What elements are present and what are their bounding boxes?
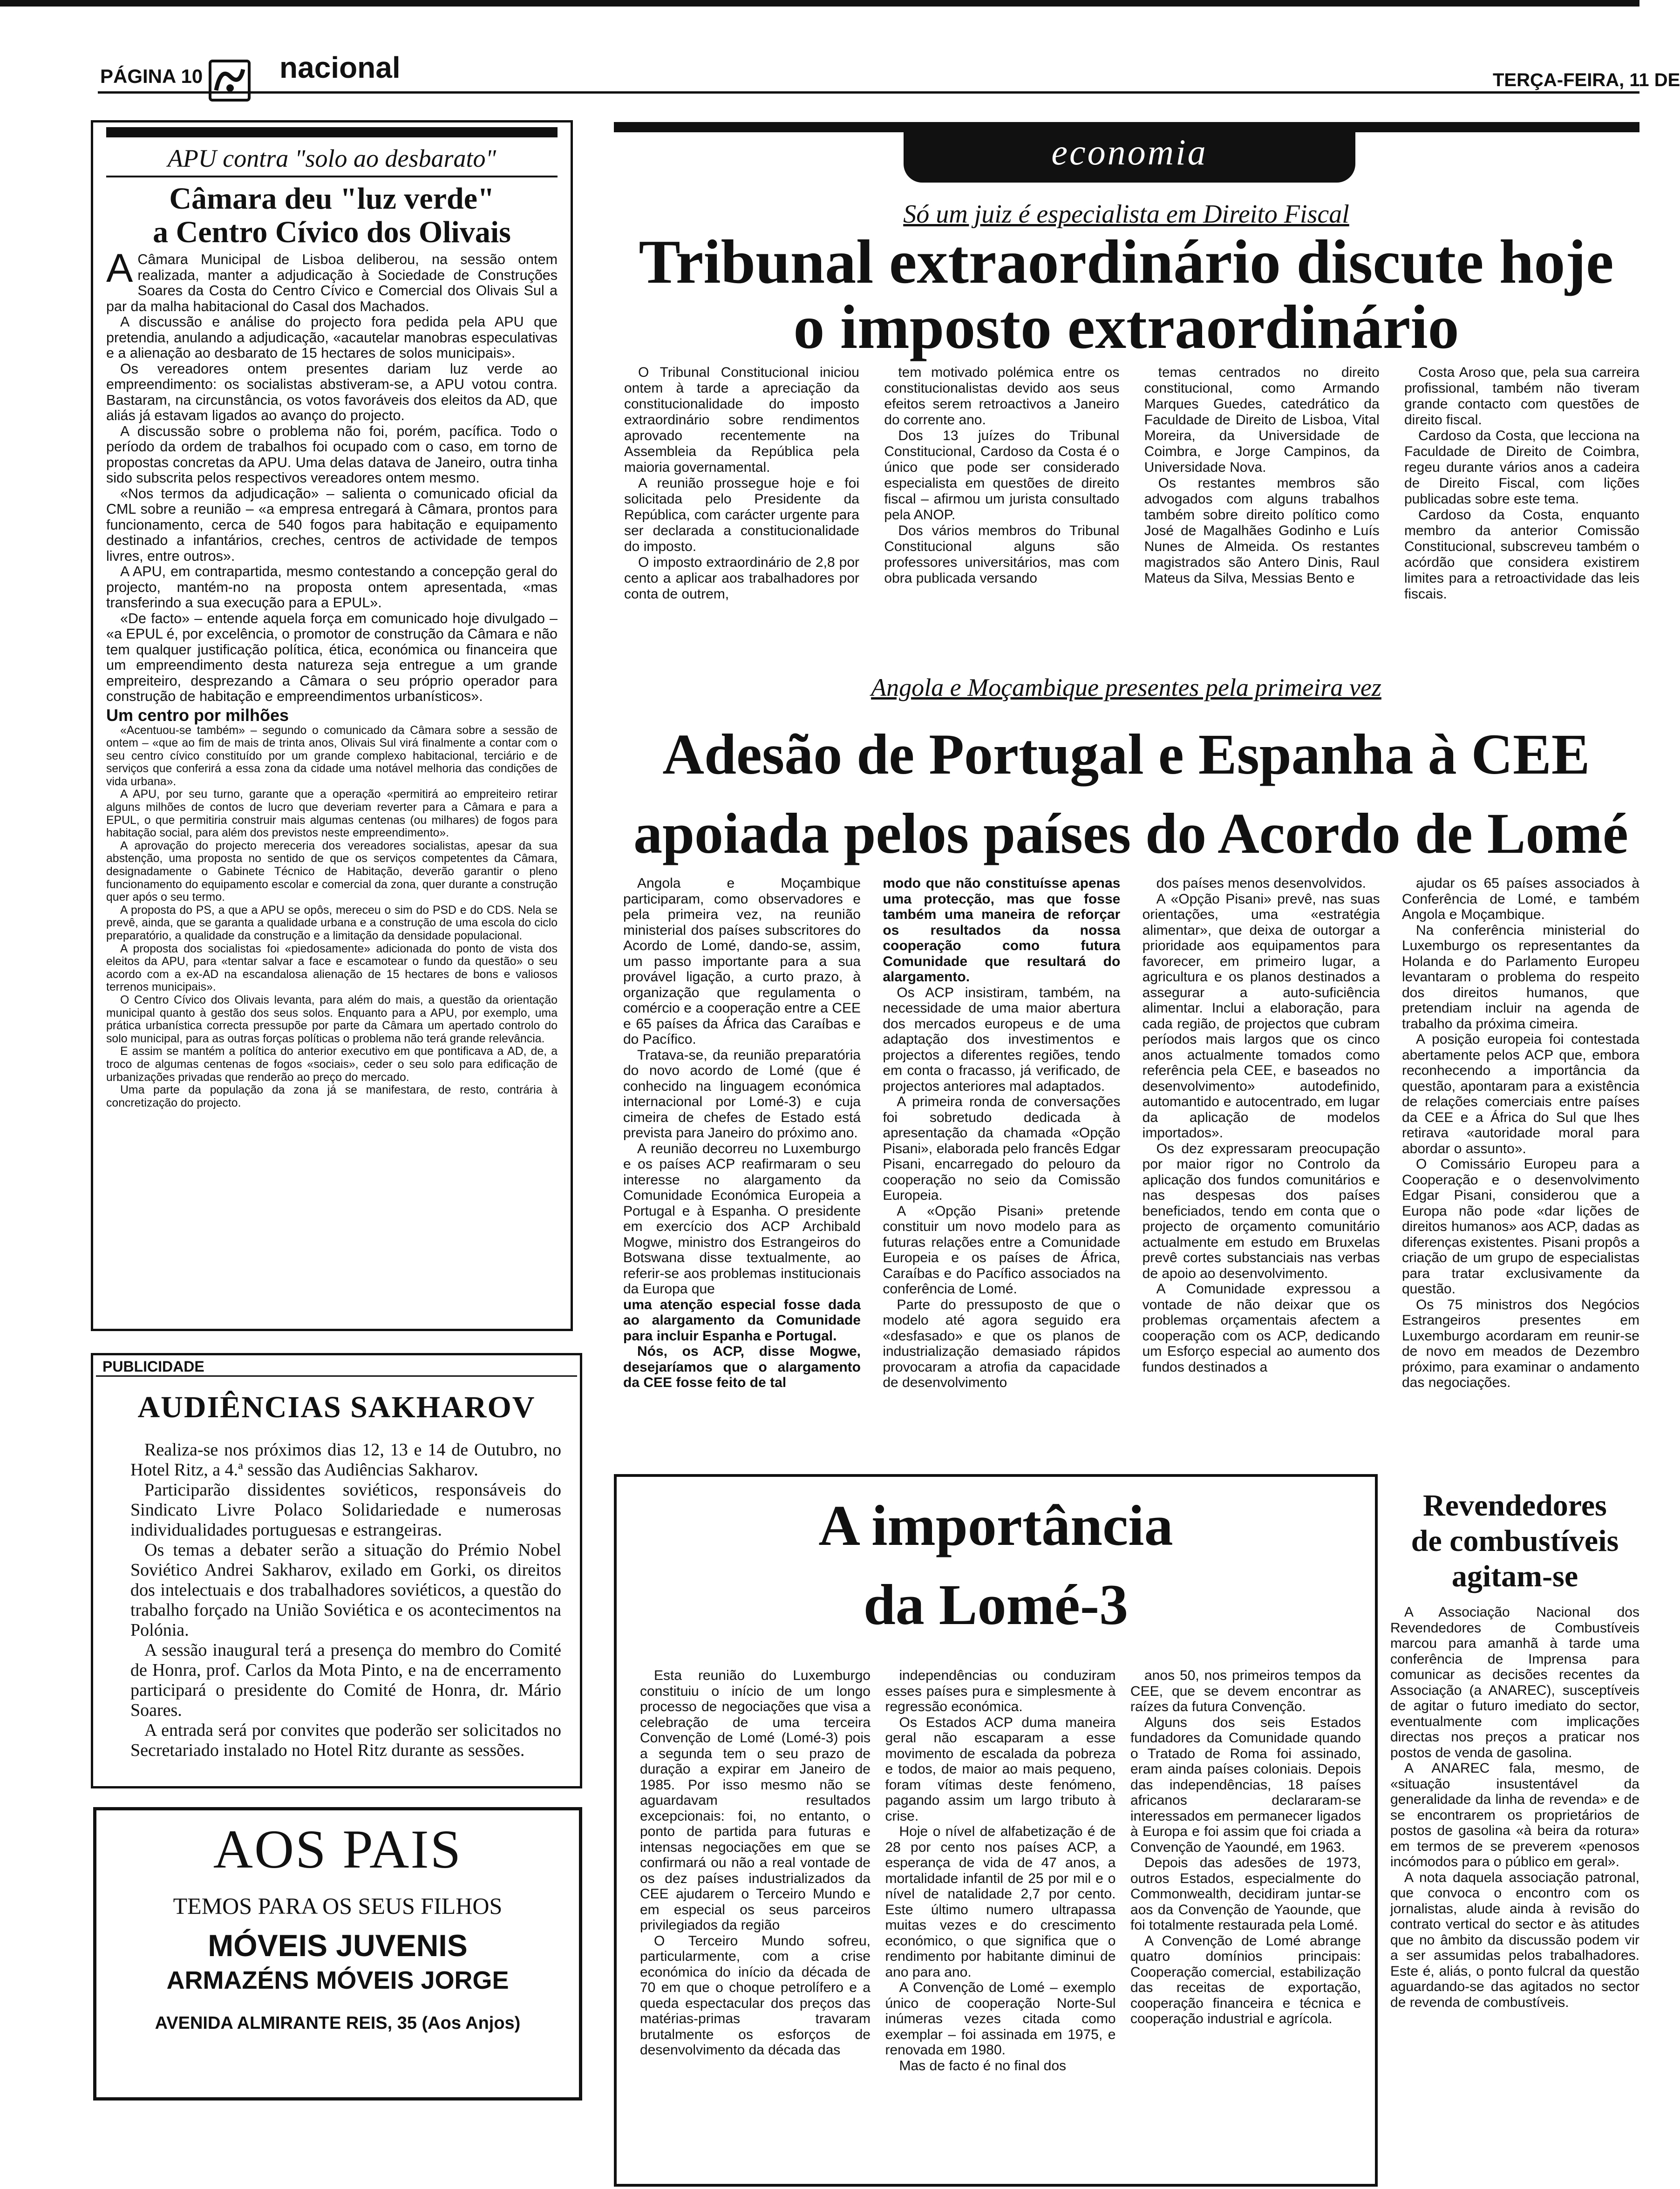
economia-paragraph: Os restantes membros são advogados com alguns trabalhos também sobre direito político como José de Magalhães Godinho e Luís Nunes de Almeida. Os restantes magistrados são Antero Dinis, Raul Mateus da Silva, Messias Bento e (1144, 476, 1380, 586)
revendedores-title-1: Revendedores (1423, 1489, 1607, 1523)
economia-paragraph: O imposto extraordinário de 2,8 por cento a aplicar aos trabalhadores por conta de outrem, (624, 555, 859, 602)
cee-col-2 (883, 876, 1120, 1462)
lome-paragraph: A Convenção de Lomé – exemplo único de cooperação Norte-Sul inúmeras vezes citada como exemplar – foi assinada em 1975, e renovada em 1980. (885, 1980, 1116, 2058)
sakharov-paragraph: Realiza-se nos próximos dias 12, 13 e 14 de Outubro, no Hotel Ritz, a 4.ª sessão das Audiências Sakharov. (130, 1440, 561, 1480)
pais-ad (93, 1807, 582, 2101)
apu-small-paragraph: A APU, por seu turno, garante que a operação «permitirá ao empreiteiro retirar alguns milhões de contos de lucro que deveriam reverter para a Câmara e para a EPUL, o que permitiria construir mais algumas centenas (ou milhares) de fogos para habitação social, para além dos previstos neste empreendimento». (106, 788, 558, 840)
cee-col-1 (623, 876, 861, 1462)
masthead-logo (209, 60, 251, 102)
apu-lead-para (106, 246, 558, 314)
cee-paragraph: Os dez expressaram preocupação por maior rigor no Controlo da aplicação dos fundos comunitários e nas despesas dos países beneficiados, tendo em conta que o projecto de orçamento comunitário actualmente em estudo em Bruxelas prevê cortes substanciais nas verbas de apoio ao desenvolvimento. (1142, 1141, 1380, 1281)
cee-paragraph: A posição europeia foi contestada abertamente pelos ACP que, embora reconhecendo a importância da questão, apontaram para a existência de relações comerciais entre países da CEE e a África do Sul que lhes retirava «autoridade moral para abordar o assunto». (1401, 1032, 1639, 1156)
sakharov-tag-rule (96, 1375, 577, 1377)
sakharov-body (130, 1440, 561, 1761)
apu-paragraph: A discussão e análise do projecto fora pedida pela APU que pretendia, anulando a adjudicação, «acautelar manobras especulativas e a alienação ao desbarato de 15 hectares de solos municipais». (106, 314, 558, 361)
apu-top-bar (106, 127, 558, 137)
pais-title: AOS PAIS (213, 1819, 463, 1880)
sakharov-paragraph: A entrada será por convites que poderão ser solicitados no Secretariado instalado no Hotel Ritz durante as sessões. (130, 1720, 561, 1760)
economia-paragraph: O Tribunal Constitucional iniciou ontem à tarde a apreciação da constitucionalidade do imposto extraordinário sobre rendimentos aprovado recentemente na Assembleia da República pela maioria governamental. (624, 365, 859, 475)
lome-col-2 (885, 1668, 1116, 2134)
economia-label: economia (1051, 132, 1208, 172)
lome-paragraph: Depois das adesões de 1973, outros Estados, especialmente do Commonwealth, decidiram juntar-se aos da Convenção de Yaounde, que foi totalmente restaurada pela Lomé. (1130, 1855, 1361, 1933)
cee-paragraph: Parte do pressuposto de que o modelo até agora seguido era «desfasado» e que os planos de industrialização demasiado rápidos provocaram a atrofia da capacidade de desenvolvimento (883, 1297, 1121, 1390)
apu-subhead: Um centro por milhões (106, 705, 289, 725)
lome-title-2: da Lomé-3 (863, 1573, 1129, 1637)
page-date: TERÇA-FEIRA, 11 DE (1493, 70, 1680, 90)
economia-paragraph: Dos 13 juízes do Tribunal Constitucional, Cardoso da Costa é o único que pode ser considerado especialista em questões de direito fiscal – afirmou um jurista consultado pela ANOP. (884, 428, 1120, 523)
economia-col-4 (1404, 365, 1639, 635)
economia-title-2: o imposto extraordinário (793, 292, 1459, 361)
economia-paragraph: tem motivado polémica entre os constitucionalistas devido aos seus efeitos serem retroactivos a Janeiro do corrente ano. (884, 365, 1120, 428)
cee-col2-bold: modo que não constituísse apenas uma protecção, mas que fosse também uma maneira de reforçar os resultados da nossa cooperação como futura Comunidade que resultará do alargamento. (883, 876, 1121, 985)
pais-line4: AVENIDA ALMIRANTE REIS, 35 (Aos Anjos) (155, 2013, 521, 2033)
cee-col1-bold1: uma atenção especial fosse dada ao alargamento da Comunidade para incluir Espanha e Portugal. (623, 1297, 861, 1344)
lome-paragraph: Alguns dos seis Estados fundadores da Comunidade quando o Tratado de Roma foi assinado, eram ainda países coloniais. Depois das independências, 18 países africanos declararam-se interessados em permanecer ligados à Europa e foi assim que foi criada a Convenção de Yaoundé, em 1963. (1130, 1714, 1361, 1855)
sakharov-paragraph: A sessão inaugural terá a presença do membro do Comité de Honra, prof. Carlos da Mota Pinto, e na de encerramento participará o presidente do Comité de Honra, dr. Mário Soares. (130, 1640, 561, 1720)
apu-small-paras (106, 724, 558, 1110)
revendedores-paragraph: A ANAREC fala, mesmo, de «situação insustentável da generalidade da linha de revenda» e de se encontrarem os proprietários de postos de gasolina «à beira da rotura» em termos de se preverem «penosos incómodos para o público em geral». (1390, 1761, 1639, 1869)
cee-col1-bold2: Nós, os ACP, disse Mogwe, desejaríamos que o alargamento da CEE fosse feito de tal (623, 1344, 861, 1390)
lome-paragraph: A Convenção de Lomé abrange quatro domínios principais: Cooperação comercial, estabilização das receitas de exportação, cooperação financeira e técnica e cooperação industrial e agrícola. (1130, 1933, 1361, 2026)
cee-paragraph: A «Opção Pisani» pretende constituir um novo modelo para as futuras relações entre a Comunidade Europeia e os países de África, Caraíbas e do Pacífico associados na conferência de Lomé. (883, 1203, 1121, 1297)
economia-col-2 (884, 365, 1119, 635)
apu-dropcap: A (106, 246, 133, 291)
apu-paragraph: Os vereadores ontem presentes dariam luz verde ao empreendimento: os socialistas abstiveram-se, a APU votou contra. Bastaram, na circunstância, os votos favoráveis dos eleitos da AD, que aliás já estavam ligados ao avanço do projecto. (106, 360, 558, 423)
economia-col-1 (624, 365, 859, 635)
sakharov-ad (91, 1353, 582, 1788)
apu-small-paragraph: E assim se mantém a política do anterior executivo em que pontificava a AD, de, a troco de algumas centenas de fogos «sociais», ceder o seu solo para edificação de urbanizações privadas que renderão ao preço do mercado. (106, 1045, 558, 1084)
cee-paragraph: O Comissário Europeu para a Cooperação e o desenvolvimento Edgar Pisani, considerou que a Europa não pode «dar lições de direitos humanos» aos ACP, dadas as diferenças existentes. Pisani propôs a criação de um grupo de especialistas para tratar exclusivamente da questão. (1401, 1156, 1639, 1297)
cee-paragraph: Angola e Moçambique participaram, como observadores e pela primeira vez, na reunião ministerial dos países subscritores do Acordo de Lomé, dando-se, assim, um passo importante para a sua provável ligação, a curto prazo, à organização que regulamenta o comércio e a cooperação entre a CEE e 65 países da África das Caraíbas e do Pacífico. (623, 876, 861, 1047)
revendedores-body (1390, 1604, 1639, 2010)
revendedores-article (1390, 1488, 1639, 2189)
pais-line1: TEMOS PARA OS SEUS FILHOS (173, 1893, 503, 1919)
apu-small-paragraph: A aprovação do projecto mereceria dos vereadores socialistas, apesar da sua abstenção, uma proposta no sentido de que os serviços competentes da Câmara, designadamente o Gabinete Técnico de Habitação, deverão garantir o pleno funcionamento do equipamento escolar e comercial da zona, quer durante a construção quer após o seu termo. (106, 839, 558, 904)
apu-lead: Câmara Municipal de Lisboa deliberou, na sessão ontem realizada, manter a adjudicação à Sociedade de Construções Soares da Costa do Centro Cívico e Comercial dos Olivais Sul a par da malha habitacional do Casal dos Machados. (106, 252, 558, 314)
cee-paragraph: A reunião decorreu no Luxemburgo e os países ACP reafirmaram o seu interesse no alargamento da Comunidade Económica Europeia a Portugal e à Espanha. O presidente em exercício dos ACP Archibald Mogwe, ministro dos Estrangeiros do Botswana disse textualmente, ao referir-se aos problemas institucionais da Europa que (623, 1141, 861, 1297)
economia-body (624, 365, 1639, 635)
section-label: nacional (279, 51, 401, 84)
sakharov-paragraph: Participarão dissidentes soviéticos, responsáveis do Sindicato Livre Polaco Solidariedade e numerosas individualidades portuguesas e estrangeiras. (130, 1480, 561, 1540)
apu-small-paragraph: A proposta dos socialistas foi «piedosamente» adicionada do ponto de vista dos eleitos da APU, para «tentar salvar a face e escamotear o fundo da questão» o seu acordo com a ex-AD na escandalosa alienação de 15 hectares de bons e valiosos terrenos municipais». (106, 942, 558, 994)
lome-paragraph: anos 50, nos primeiros tempos da CEE, que se devem encontrar as raízes da futura Convenção. (1130, 1668, 1361, 1714)
apu-paragraph: «De facto» – entende aquela força em comunicado hoje divulgado – «a EPUL é, por excelência, o promotor de construção da Câmara e não tem qualquer justificação política, ética, económica ou financeira que um empreendimento desta natureza seja entregue a um grande empreiteiro, desprezando a Câmara o seu próprio operador para construção de habitação e empreendimentos urbanísticos». (106, 610, 558, 704)
revendedores-title-2: de combustíveis (1411, 1524, 1619, 1558)
cee-paragraph: Os 75 ministros dos Negócios Estrangeiros presentes em Luxemburgo acordaram em reunir-se de novo em meados de Dezembro próximo, para examinar o andamento das negociações. (1401, 1297, 1639, 1390)
cee-body (623, 876, 1639, 1462)
cee-paragraph: A «Opção Pisani» prevê, nas suas orientações, uma «estratégia alimentar», que deixa de outorgar a prioridade aos equipamentos para favorecer, em primeiro lugar, a agricultura e os planos destinados a assegurar a auto-suficiência alimentar. Inclui a elaboração, para cada região, de projectos que cubram períodos mais largos que os cinco anos actualmente tomados como referência pela CEE, e baseados no desenvolvimento» autodefinido, automantido e autocentrado, em lugar da aplicação de modelos importados». (1142, 891, 1380, 1141)
top-rule (0, 0, 1639, 7)
apu-small-paragraph: A proposta do PS, a que a APU se opôs, mereceu o sim do PSD e do CDS. Nela se prevê, ainda, que se garanta a qualidade urbana e a construção de uma escola do ciclo preparatório, a qualidade da construção e a limitação da densidade populacional. (106, 904, 558, 942)
economia-kicker: Só um juiz é especialista em Direito Fiscal (903, 200, 1349, 229)
apu-kicker-rule (106, 176, 558, 177)
apu-body (106, 246, 558, 1109)
apu-title-2: a Centro Cívico dos Olivais (153, 215, 511, 249)
lome-col-1 (640, 1668, 871, 2134)
cee-title-1: Adesão de Portugal e Espanha à CEE (662, 722, 1590, 786)
lome-col-3 (1130, 1668, 1361, 2134)
lome-paragraph: O Terceiro Mundo sofreu, particularmente, com a crise económica do início da década de 70 em que o choque petrolífero e a queda espectacular dos preços das matérias-primas travaram brutalmente os esforços de desenvolvimento da década das (640, 1933, 871, 2058)
apu-paragraph: A APU, em contrapartida, mesmo contestando a concepção geral do projecto, mantém-no na proposta ontem apresentada, «mas transferindo a sua execução para a EPUL». (106, 564, 558, 611)
economia-paragraph: Cardoso da Costa, enquanto membro da anterior Comissão Constitucional, subscreveu também o acórdão que considera existirem limites para a retroactividade das leis fiscais. (1404, 507, 1639, 602)
sakharov-paragraph: Os temas a debater serão a situação do Prémio Nobel Soviético Andrei Sakharov, exilado em Gorki, os direitos dos intelectuais e dos trabalhadores soviéticos, a questão do trabalho forçado na União Soviética e os acontecimentos na Polónia. (130, 1540, 561, 1640)
lome-paragraph: independências ou conduziram esses países pura e simplesmente à regressão económica. (885, 1668, 1116, 1714)
apu-small-paragraph: «Acentuou-se também» – segundo o comunicado da Câmara sobre a sessão de ontem – «que ao fim de mais de trinta anos, Olivais Sul virá finalmente a contar com o seu centro cívico constituído por um grande complexo habitacional, terciário e de serviços que conferirá a essa zona da cidade uma notável melhoria das condições de vida urbana». (106, 724, 558, 788)
economia-paragraph: Dos vários membros do Tribunal Constitucional alguns são professores universitários, mas com obra publicada versando (884, 523, 1120, 586)
lome-body (640, 1668, 1361, 2134)
apu-paras (106, 314, 558, 705)
cee-paragraph: Os ACP insistiram, também, na necessidade de uma maior abertura dos mercados europeus e de uma adaptação dos investimentos e projectos a diferentes regiões, tendo em conta o fracasso, já verificado, de projectos anteriores mal adaptados. (883, 985, 1121, 1094)
cee-kicker: Angola e Moçambique presentes pela primeira vez (871, 673, 1381, 701)
cee-col-3 (1143, 876, 1380, 1462)
sakharov-title: AUDIÊNCIAS SAKHAROV (137, 1390, 536, 1424)
apu-kicker: APU contra "solo ao desbarato" (167, 144, 497, 172)
cee-paragraph: A primeira ronda de conversações foi sobretudo dedicada à apresentação da chamada «Opção Pisani», elaborada pelo francês Edgar Pisani, encarregado do pelouro da cooperação no seio da Comissão Europeia. (883, 1094, 1121, 1203)
sakharov-tag: PUBLICIDADE (102, 1358, 204, 1375)
lome-paragraph: Os Estados ACP duma maneira geral não escaparam a esse movimento de escalada da pobreza e todos, de maior ao mais pequeno, foram vítimas deste fenómeno, pagando assim um largo tributo à crise. (885, 1714, 1116, 1824)
revendedores-paragraph: A nota daquela associação patronal, que convoca o encontro com os jornalistas, alude ainda à revisão do contrato vertical do sector e às atitudes que no âmbito da discussão podem vir a ser assumidas pelos trabalhadores. Este é, aliás, o ponto fulcral da questão aguardando-se das agitados no sector de revenda de combustíveis. (1390, 1869, 1639, 2010)
apu-paragraph: «Nos termos da adjudicação» – salienta o comunicado oficial da CML sobre a reunião – «a empresa entregará à Câmara, prontos para funcionamento, cerca de 540 fogos para habitação e equipamento destinado a infantários, creches, centros de actividade de tempos livres, entre outros». (106, 485, 558, 564)
cee-title-2: apoiada pelos países do Acordo de Lomé (633, 802, 1628, 865)
cee-paragraph: Tratava-se, da reunião preparatória do novo acordo de Lomé (que é conhecido na linguagem económica internacional por Lomé-3) e cuja cimeira de chefes de Estado está prevista para Janeiro do próximo ano. (623, 1047, 861, 1141)
revendedores-title-3: agitam-se (1451, 1559, 1578, 1593)
cee-paragraph: Na conferência ministerial do Luxemburgo os representantes da Holanda e do Parlamento Europeu levantaram o problema do respeito dos direitos humanos, que pretendiam incluir na agenda de trabalho da próxima cimeira. (1401, 922, 1639, 1032)
economia-paragraph: A reunião prossegue hoje e foi solicitada pelo Presidente da República, com carácter urgente para ser declarada a constitucionalidade do imposto. (624, 476, 859, 554)
lome-box (614, 1474, 1378, 2187)
pais-line2: MÓVEIS JUVENIS (208, 1928, 468, 1963)
lome-paragraph: Mas de facto é no final dos (899, 2058, 1067, 2073)
pais-line3: ARMAZÉNS MÓVEIS JORGE (166, 1966, 509, 1994)
cee-paragraph: ajudar os 65 países associados à Conferência de Lomé, e também Angola e Moçambique. (1401, 876, 1639, 922)
apu-title-1: Câmara deu "luz verde" (169, 182, 495, 216)
apu-small-paragraph: O Centro Cívico dos Olivais levanta, para além do mais, a questão da orientação municipal quanto à gestão dos seus solos. Enquanto para a APU, por exemplo, uma prática urbanística correcta pressupõe por parte da Câmara um apertado controlo do solo municipal, para as outras forças políticas o problema não terá grande relevância. (106, 993, 558, 1045)
cee-paragraph: dos países menos desenvolvidos. (1156, 876, 1366, 891)
cee-col-4 (1402, 876, 1639, 1462)
lome-paragraph: Esta reunião do Luxemburgo constituiu o início de um longo processo de negociações que visa a celebração de uma terceira Convenção de Lomé (Lomé-3) pois a segunda tem o seu prazo de duração a expirar em Janeiro de 1985. Por isso mesmo não se aguardavam resultados excepcionais: foi, no entanto, o ponto de partida para futuras e intensas negociações em que se confirmará ou não a real vontade de os dez países industrializados da CEE ajudarem o Terceiro Mundo e em especial os seus parceiros privilegiados da região (640, 1668, 871, 1933)
lome-title-1: A importância (818, 1494, 1173, 1557)
apu-paragraph: A discussão sobre o problema não foi, porém, pacífica. Todo o período da ordem de trabalhos foi ocupado com o caso, em torno de propostas concretas da APU. Uma delas datava de Janeiro, outra tinha sido subscrita pelos respectivos vereadores ontem mesmo. (106, 423, 558, 486)
apu-article-box (91, 120, 573, 1331)
economia-paragraph: Costa Aroso que, pela sua carreira profissional, também não tiveram grande contacto com questões de direito fiscal. (1404, 365, 1639, 428)
page-label: PÁGINA 10 (100, 65, 203, 87)
economia-paragraph: Cardoso da Costa, que lecciona na Faculdade de Direito de Coimbra, regeu durante vários anos a cadeira de Direito Fiscal, com lições publicadas sobre este tema. (1404, 428, 1639, 507)
economia-col-3 (1144, 365, 1380, 635)
economia-title-1: Tribunal extraordinário discute hoje (639, 227, 1614, 296)
header-rule (98, 91, 1639, 94)
lome-paragraph: Hoje o nível de alfabetização é de 28 por cento nos países ACP, a esperança de vida de 47 anos, a mortalidade infantil de 25 por mil e o nível de natalidade 2,7 por cento. Este último numero ultrapassa muitas vezes e do crescimento económico, o que significa que o rendimento por habitante diminui de ano para ano. (885, 1824, 1116, 1980)
apu-small-paragraph: Uma parte da população da zona já se manifestara, de resto, contrária à concretização do projecto. (106, 1084, 558, 1109)
revendedores-paragraph: A Associação Nacional dos Revendedores de Combustíveis marcou para amanhã à tarde uma conferência de Imprensa para comunicar as decisões recentes da Associação (a ANAREC), susceptíveis de agitar o futuro imediato do sector, eventualmente com implicações directas nos preços a praticar nos postos de venda de gasolina. (1390, 1604, 1639, 1761)
cee-paragraph: A Comunidade expressou a vontade de não deixar que os problemas orçamentais afectem a cooperação com os ACP, dedicando um Esforço especial ao aumento dos fundos destinados a (1142, 1281, 1380, 1375)
economia-paragraph: temas centrados no direito constitucional, como Armando Marques Guedes, catedrático da Faculdade de Direito de Lisboa, Vital Moreira, da Universidade de Coimbra, e Jorge Campinos, da Universidade Nova. (1144, 365, 1380, 475)
